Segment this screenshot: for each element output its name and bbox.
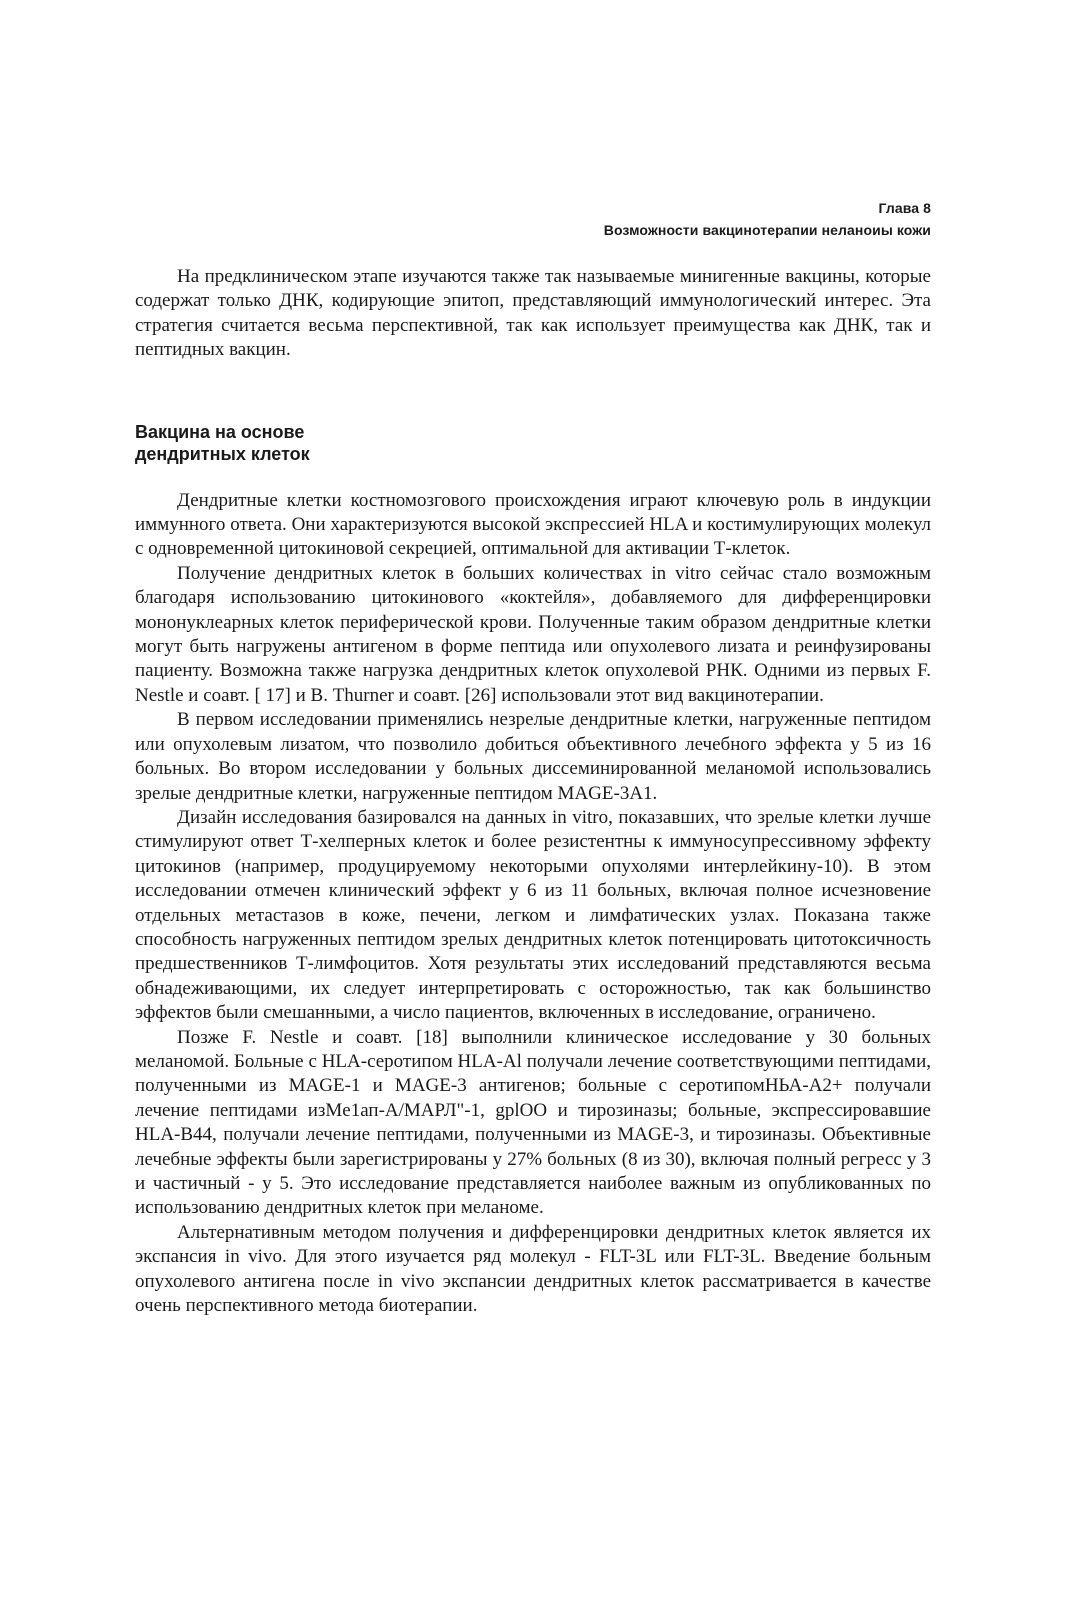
chapter-title: Возможности вакцинотерапии неланоиы кожи (603, 222, 931, 238)
chapter-number: Глава 8 (878, 200, 931, 216)
section-body (135, 489, 931, 1319)
paragraph: Дендритные клетки костномозгового происхождения играют ключевую роль в индукции иммунного ответа. Они характеризуются высокой экспрессией HLA и костимулирующих молекул с одновременной цитокиновой секрецией, оптимальной для активации Т-клеток. (135, 489, 931, 560)
page-body (135, 265, 931, 1318)
paragraph: Позже F. Nestle и соавт. [18] выполнили клиническое исследование у 30 больных меланомой. Больные с HLA-серотипом HLA-Al получали лечение соответствующими пептидами, полученными из MAGE-1 и MAGE-3 антигенов; больные с серотипомНЬА-А2+ получали лечение пептидами изMe1ап-А/МАРЛ"-1, gplOO и тирозиназы; больные, экспрессировавшие HLA-B44, получали лечение пептидами, полученными из MAGE-3, и тирозиназы. Объективные лечебные эффекты были зарегистрированы у 27% больных (8 из 30), включая полный регресс у 3 и частичный - у 5. Это исследование представляется наиболее важным из опубликованных по использованию дендритных клеток при меланоме. (135, 1026, 931, 1219)
section-heading: Вакцина на основе дендритных клеток (135, 421, 310, 464)
running-head (604, 197, 931, 241)
paragraph: Альтернативным методом получения и дифференцировки дендритных клеток является их экспансия in vivo. Для этого изучается ряд молекул - FLT-3L или FLT-3L. Введение больным опухолевого антигена после in vivo экспансии дендритных клеток рассматривается в качестве очень перспективного метода биотерапии. (135, 1221, 931, 1317)
paragraph: Получение дендритных клеток в больших количествах in vitro сейчас стало возможным благодаря использованию цитокинового «коктейля», добавляемого для дифференцировки мононуклеарных клеток периферической крови. Полученные таким образом дендритные клетки могут быть нагружены антигеном в форме пептида или опухолевого лизата и реинфузированы пациенту. Возможна также нагрузка дендритных клеток опухолевой РНК. Одними из первых F. Nestle и соавт. [ 17] и В. Thurner и соавт. [26] использовали этот вид вакцинотерапии. (135, 562, 931, 706)
paragraph: В первом исследовании применялись незрелые дендритные клетки, нагруженные пептидом или опухолевым лизатом, что позволило добиться объективного лечебного эффекта у 5 из 16 больных. Во втором исследовании у больных диссеминированной меланомой использовались зрелые дендритные клетки, нагруженные пептидом MAGE-3A1. (135, 709, 931, 804)
intro-paragraph: На предклиническом этапе изучаются также так называемые минигенные вакцины, которые содержат только ДНК, кодирующие эпитоп, представляющий иммунологический интерес. Эта стратегия считается весьма перспективной, так как использует преимущества как ДНК, так и пептидных вакцин. (135, 266, 931, 361)
paragraph: Дизайн исследования базировался на данных in vitro, показавших, что зрелые клетки лучше стимулируют ответ Т-хелперных клеток и более резистентны к иммуносупрессивному эффекту цитокинов (например, продуцируемому некоторыми опухолями интерлейкину-10). В этом исследовании отмечен клинический эффект у 6 из 11 больных, включая полное исчезновение отдельных метастазов в коже, печени, легком и лимфатических узлах. Показана также способность нагруженных пептидом зрелых дендритных клеток потенцировать цитотоксичность предшественников Т-лимфоцитов. Хотя результаты этих исследований представляются весьма обнадеживающими, их следует интерпретировать с осторожностью, так как большинство эффектов были смешанными, а число пациентов, включенных в исследование, ограничено. (135, 806, 931, 1024)
